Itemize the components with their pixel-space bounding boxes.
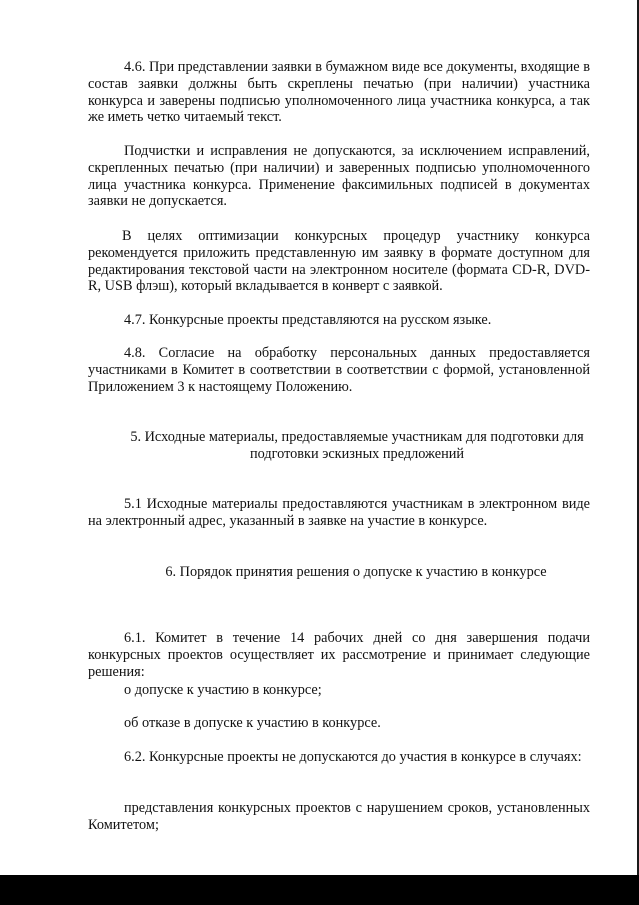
paragraph-4-7: 4.7. Конкурсные проекты представляются на русском языке.	[124, 312, 492, 328]
paragraph-5-1: 5.1 Исходные материалы предоставляются участникам в электронном виде на электронный адрес, указанный в заявке на участие в конкурсе.	[88, 496, 590, 529]
paragraph-6-2: 6.2. Конкурсные проекты не допускаются до участия в конкурсе в случаях:	[124, 749, 582, 765]
section-6-heading: 6. Порядок принятия решения о допуске к участию в конкурсе	[165, 564, 547, 580]
paragraph-4-6: 4.6. При представлении заявки в бумажном виде все документы, входящие в состав заявки должны быть скреплены печатью (при наличии) участника конкурса и заверены подписью уполномоченного лица участника конкурса, а так же иметь четко читаемый текст.	[88, 59, 590, 126]
paragraph-corrections: Подчистки и исправления не допускаются, за исключением исправлений, скрепленных печатью (при наличии) и заверенных подписью уполномоченного лица участника конкурса. Применение факсимильных подписей в документах заявки не допускается.	[88, 143, 590, 210]
scan-bottom-border	[0, 875, 639, 905]
paragraph-optimization: В целях оптимизации конкурсных процедур участнику конкурса рекомендуется приложить представленную им заявку в формате доступном для редактирования текстовой части на электронном носителе (формата CD-R, DVD-R, USB флэш), который вкладывается в конверт с заявкой.	[88, 228, 590, 295]
paragraph-4-8: 4.8. Согласие на обработку персональных данных предоставляется участниками в Комитет в соответствии в соответствии с формой, установленной Приложением 3 к настоящему Положению.	[88, 345, 590, 395]
decision-refuse: об отказе в допуске к участию в конкурсе.	[124, 715, 381, 731]
section-5-heading: 5. Исходные материалы, предоставляемые участникам для подготовки для подготовки эскизных предложений	[130, 429, 584, 462]
paragraph-6-1: 6.1. Комитет в течение 14 рабочих дней со дня завершения подачи конкурсных проектов осуществляет их рассмотрение и принимает следующие решения:	[88, 630, 590, 680]
decision-admit: о допуске к участию в конкурсе;	[124, 682, 322, 698]
paragraph-deadline: представления конкурсных проектов с нарушением сроков, установленных Комитетом;	[88, 800, 590, 833]
